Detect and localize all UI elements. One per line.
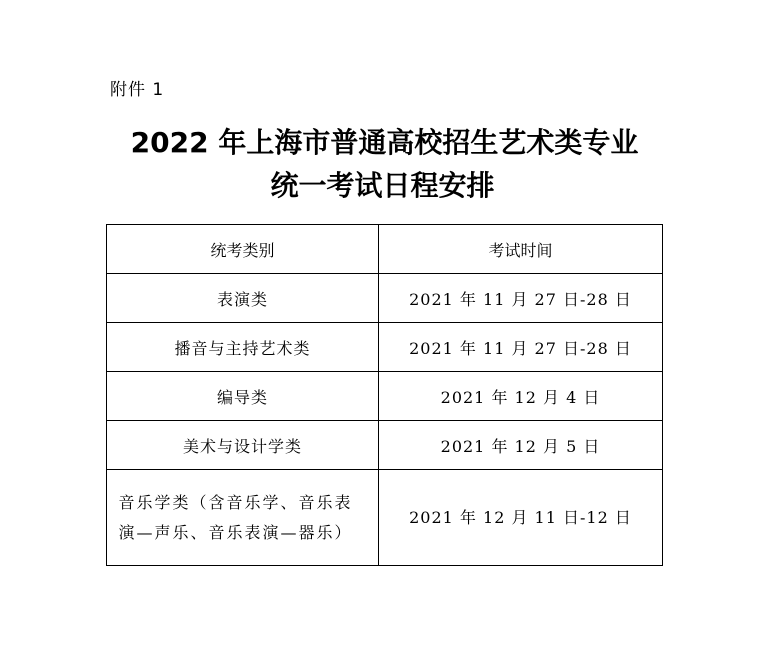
row-category-cell [107, 470, 379, 566]
table-row [107, 421, 663, 470]
exam-schedule-table [106, 224, 663, 566]
row-exam-time: 2021 年 12 月 11 日-12 日 [379, 470, 663, 566]
table-row [107, 274, 663, 323]
table-row [107, 372, 663, 421]
row-category: 音乐学类（含音乐学、音乐表演—声乐、音乐表演—器乐） [118, 492, 353, 542]
header-category: 统考类别 [107, 225, 379, 274]
table-row [107, 323, 663, 372]
row-exam-time: 2021 年 12 月 5 日 [379, 421, 663, 470]
row-category: 编导类 [107, 372, 379, 421]
row-category: 美术与设计学类 [107, 421, 379, 470]
row-exam-time: 2021 年 11 月 27 日-28 日 [379, 274, 663, 323]
table-header-row [107, 225, 663, 274]
document-title-line-1: 2022 年上海市普通高校招生艺术类专业 [130, 126, 639, 159]
document-title-line-2: 统一考试日程安排 [270, 169, 495, 202]
row-exam-time: 2021 年 12 月 4 日 [379, 372, 663, 421]
row-exam-time: 2021 年 11 月 27 日-28 日 [379, 323, 663, 372]
row-category: 表演类 [107, 274, 379, 323]
table-row [107, 470, 663, 566]
row-category: 播音与主持艺术类 [107, 323, 379, 372]
attachment-label: 附件 1 [110, 80, 165, 100]
header-exam-time: 考试时间 [379, 225, 663, 274]
